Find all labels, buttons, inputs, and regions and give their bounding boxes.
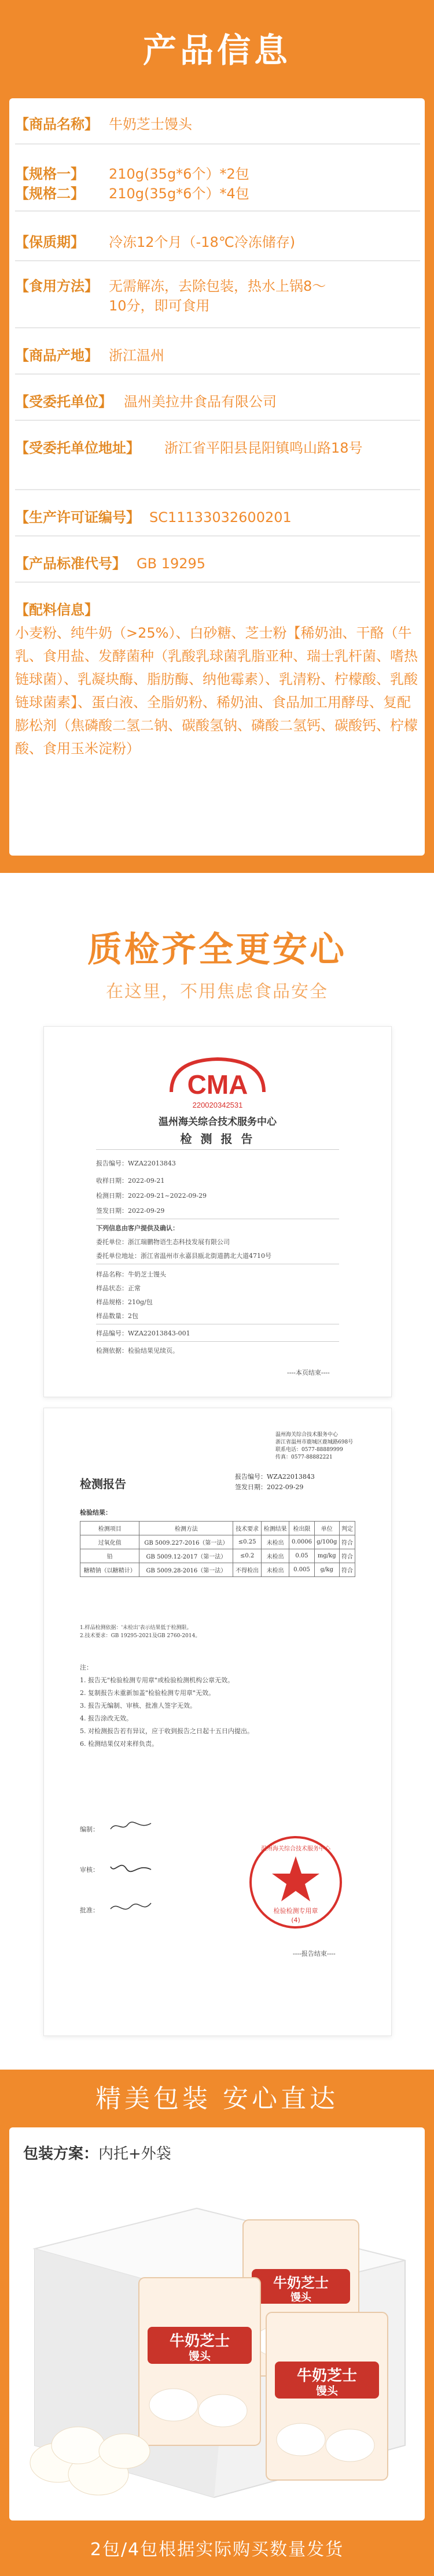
packaging-scheme-label: 包装方案： xyxy=(23,2145,99,2163)
report-no: 报告编号：WZA22013843 xyxy=(96,1160,176,1167)
client-name: 委托单位：浙江瑞鹏物语生态科技发展有限公司 xyxy=(96,1238,230,1246)
info-row-shelf-life xyxy=(15,228,420,261)
sample-spec: 样品规格：210g/包 xyxy=(96,1298,153,1306)
packaging-title: 精美包装 安心直达 xyxy=(95,2084,339,2114)
info-value: 无需解冻，去除包装，热水上锅8～10分，即可食用 xyxy=(109,278,326,314)
table-header: 检测结果 xyxy=(261,1522,289,1535)
note-heading: 注： xyxy=(80,1664,93,1671)
bag-label: 馒头 xyxy=(188,2350,211,2363)
table-header: 技术要求 xyxy=(233,1522,262,1535)
product-bag xyxy=(266,2312,388,2480)
info-label: 【受委托单位】 xyxy=(15,394,112,410)
info-label: 【生产许可证编号】 xyxy=(15,509,140,525)
table-cell: 未检出 xyxy=(261,1535,289,1549)
report2-title: 检测报告 xyxy=(80,1477,126,1491)
ingredients-text: 小麦粉、纯牛奶（>25%）、白砂糖、芝士粉【稀奶油、干酪（牛乳、食用盐、发酵菌种（乳酸乳球菌乳脂亚种、瑞士乳杆菌、嗜热链球菌）、乳凝块酶、脂肪酶、纳他霉素）、乳清粉、柠檬酸、乳酸链球菌素】、蛋白液、全脂奶粉、稀奶油、食品加工用酵母、复配膨松剂（焦磷酸二氢二钠、碳酸氢钠、磷酸二氢钙、碳酸钙、柠檬酸、食用玉米淀粉） xyxy=(15,625,418,757)
seal-subtitle: 检验检测专用章 xyxy=(273,1907,318,1915)
info-value: SC11133032600201 xyxy=(149,509,292,525)
table-cell: GB 5009.12-2017（第一法） xyxy=(139,1549,233,1563)
note-line: 4. 报告涂改无效。 xyxy=(80,1715,133,1722)
bag-label: 牛奶芝士 xyxy=(169,2333,230,2350)
seal-number: (4) xyxy=(291,1916,300,1924)
result-heading: 检验结果： xyxy=(80,1509,112,1516)
info-row-origin xyxy=(15,341,420,375)
sign-approve-label: 批准： xyxy=(80,1907,99,1914)
info-value: 210g(35g*6个）*2包 xyxy=(109,166,249,182)
quality-title: 质检齐全更安心 xyxy=(87,930,347,970)
info-label: 【受委托单位地址】 xyxy=(15,440,140,456)
bag-label: 牛奶芝士 xyxy=(296,2367,358,2385)
info-value: 牛奶芝士馒头 xyxy=(109,116,192,132)
sign-compile-label: 编制： xyxy=(80,1826,99,1833)
info-value: 温州美拉井食品有限公司 xyxy=(124,394,277,410)
cma-logo-icon xyxy=(165,1054,270,1112)
note-line: 1. 报告无"检验检测专用章"或检验检测机构公章无效。 xyxy=(80,1676,234,1684)
info-label: 【产品标准代号】 xyxy=(15,556,126,572)
table-cell: 未检出 xyxy=(261,1563,289,1577)
bag-label: 馒头 xyxy=(315,2385,339,2397)
table-header: 单位 xyxy=(314,1522,339,1535)
packaging-scheme-value: 内托+外袋 xyxy=(98,2145,171,2163)
cma-logo-text: CMA xyxy=(187,1069,248,1100)
product-info-card xyxy=(9,98,425,856)
info-label: 【食用方法】 xyxy=(15,278,98,294)
page-end-note: ----本页结束---- xyxy=(287,1369,330,1376)
table-cell: mg/kg xyxy=(314,1549,339,1563)
report-title: 检 测 报 告 xyxy=(180,1132,255,1146)
issue-date: 签发日期：2022-09-29 xyxy=(96,1207,165,1215)
table-cell: ≤0.2 xyxy=(233,1549,262,1563)
report2-no: 报告编号：WZA22013843 xyxy=(235,1473,315,1481)
info-value: GB 19295 xyxy=(137,556,206,572)
signature-review xyxy=(108,1858,154,1875)
table-cell: 0.0006 xyxy=(289,1535,314,1549)
table-footnote: 1.样品检测依据：'未检出'表示结果低于检测限。 xyxy=(80,1625,192,1631)
info-value: 冷冻12个月（-18℃冷冻储存) xyxy=(109,234,296,250)
table-row xyxy=(80,1535,355,1549)
info-value: 210g(35g*6个）*4包 xyxy=(109,186,249,202)
lab-contact xyxy=(275,1431,353,1461)
report-end-note: ----报告结束---- xyxy=(293,1950,336,1957)
table-cell: 糖精钠（以糖精计） xyxy=(80,1563,139,1577)
packaging-photo xyxy=(23,2174,411,2515)
info-row-address xyxy=(15,434,420,490)
seal-name: 温州海关综合技术服务中心 xyxy=(261,1846,330,1852)
info-label: 【保质期】 xyxy=(15,234,84,250)
info-value: 浙江温州 xyxy=(109,347,164,364)
info-label: 【规格一】 xyxy=(15,166,84,182)
sample-state: 样品状态：正常 xyxy=(96,1285,141,1292)
test-report-page-1 xyxy=(43,1026,392,1397)
table-cell: 符合 xyxy=(339,1535,355,1549)
quality-subtitle: 在这里，不用焦虑食品安全 xyxy=(106,982,328,1002)
note-line: 2. 复制报告未重新加盖"检验检测专用章"无效。 xyxy=(80,1689,215,1697)
divider xyxy=(96,1341,339,1342)
receive-date: 收样日期：2022-09-21 xyxy=(96,1177,165,1185)
center-name: 温州海关综合技术服务中心 xyxy=(159,1116,277,1128)
lab-contact-line: 联系电话：0577-88889999 xyxy=(275,1447,343,1453)
client-address: 委托单位地址：浙江省温州市永嘉县瓯北街道鹊北大道4710号 xyxy=(96,1252,271,1260)
product-bag xyxy=(139,2278,260,2445)
info-label: 【规格二】 xyxy=(15,186,84,202)
info-label: 【商品名称】 xyxy=(15,116,98,132)
sample-id: 样品编号：WZA22013843-001 xyxy=(96,1330,190,1337)
product-info-title: 产品信息 xyxy=(142,31,291,70)
packaging-caption: 2包/4包根据实际购买数量发货 xyxy=(90,2540,344,2560)
info-label: 【商品产地】 xyxy=(15,347,98,364)
table-cell: 符合 xyxy=(339,1549,355,1563)
table-cell: GB 5009.227-2016（第一法） xyxy=(139,1535,233,1549)
test-basis: 检测依据：检验结果见续页。 xyxy=(96,1347,179,1354)
result-table xyxy=(80,1521,355,1577)
sample-name: 样品名称：牛奶芝士馒头 xyxy=(96,1271,166,1278)
table-footnote: 2.技术要求：GB 19295-2021及GB 2760-2014。 xyxy=(80,1633,201,1639)
signature-compile xyxy=(108,1818,154,1835)
info-row-usage xyxy=(15,272,420,328)
bag-label: 牛奶芝士 xyxy=(273,2275,329,2291)
bag-label: 馒头 xyxy=(290,2292,311,2304)
table-cell: 符合 xyxy=(339,1563,355,1577)
packaging-scheme xyxy=(23,2142,171,2163)
table-cell: 0.005 xyxy=(289,1563,314,1577)
sample-qty: 样品数量：2包 xyxy=(96,1312,138,1320)
table-header-row xyxy=(80,1522,355,1535)
info-row-name xyxy=(15,110,420,145)
table-cell: 0.05 xyxy=(289,1549,314,1563)
table-cell: 过氧化值 xyxy=(80,1535,139,1549)
lab-contact-line: 温州海关综合技术服务中心 xyxy=(275,1432,339,1438)
client-info-heading: 下列信息由客户提供及确认： xyxy=(96,1224,179,1232)
table-header: 判定 xyxy=(339,1522,355,1535)
report2-date: 签发日期：2022-09-29 xyxy=(235,1483,304,1491)
table-row xyxy=(80,1549,355,1563)
table-cell: 不得检出 xyxy=(233,1563,262,1577)
info-value: 浙江省平阳县昆阳镇鸣山路18号 xyxy=(164,440,363,456)
info-row-license xyxy=(15,503,420,536)
sign-review-label: 审核： xyxy=(80,1866,99,1874)
lab-contact-line: 传真：0577-88882221 xyxy=(275,1454,333,1460)
info-label: 【配料信息】 xyxy=(15,602,98,618)
table-cell: ≤0.25 xyxy=(233,1535,262,1549)
cma-number: 220020342531 xyxy=(192,1101,243,1109)
info-row-standard xyxy=(15,549,420,583)
info-row-spec xyxy=(15,161,420,212)
official-seal-icon xyxy=(247,1833,345,1931)
table-header: 检测方法 xyxy=(139,1522,233,1535)
table-cell: 未检出 xyxy=(261,1549,289,1563)
table-header: 检出限 xyxy=(289,1522,314,1535)
test-report-page-2 xyxy=(43,1408,392,2036)
signature-approve xyxy=(108,1898,154,1916)
table-cell: GB 5009.28-2016（第一法） xyxy=(139,1563,233,1577)
table-row xyxy=(80,1563,355,1577)
note-line: 5. 对检测报告若有异议，应于收到报告之日起十五日内提出。 xyxy=(80,1727,253,1735)
table-cell: 铅 xyxy=(80,1549,139,1563)
table-header: 检测项目 xyxy=(80,1522,139,1535)
test-date: 检测日期：2022-09-21~2022-09-29 xyxy=(96,1192,207,1200)
table-cell: g/100g xyxy=(314,1535,339,1549)
info-row-entrusted xyxy=(15,387,420,421)
lab-contact-line: 浙江省温州市鹿城区鹿城路698号 xyxy=(275,1439,354,1445)
note-line: 6. 检测结果仅对来样负责。 xyxy=(80,1740,158,1748)
note-line: 3. 报告无编制、审核、批准人签字无效。 xyxy=(80,1702,196,1709)
divider xyxy=(96,1149,339,1150)
table-cell: g/kg xyxy=(314,1563,339,1577)
